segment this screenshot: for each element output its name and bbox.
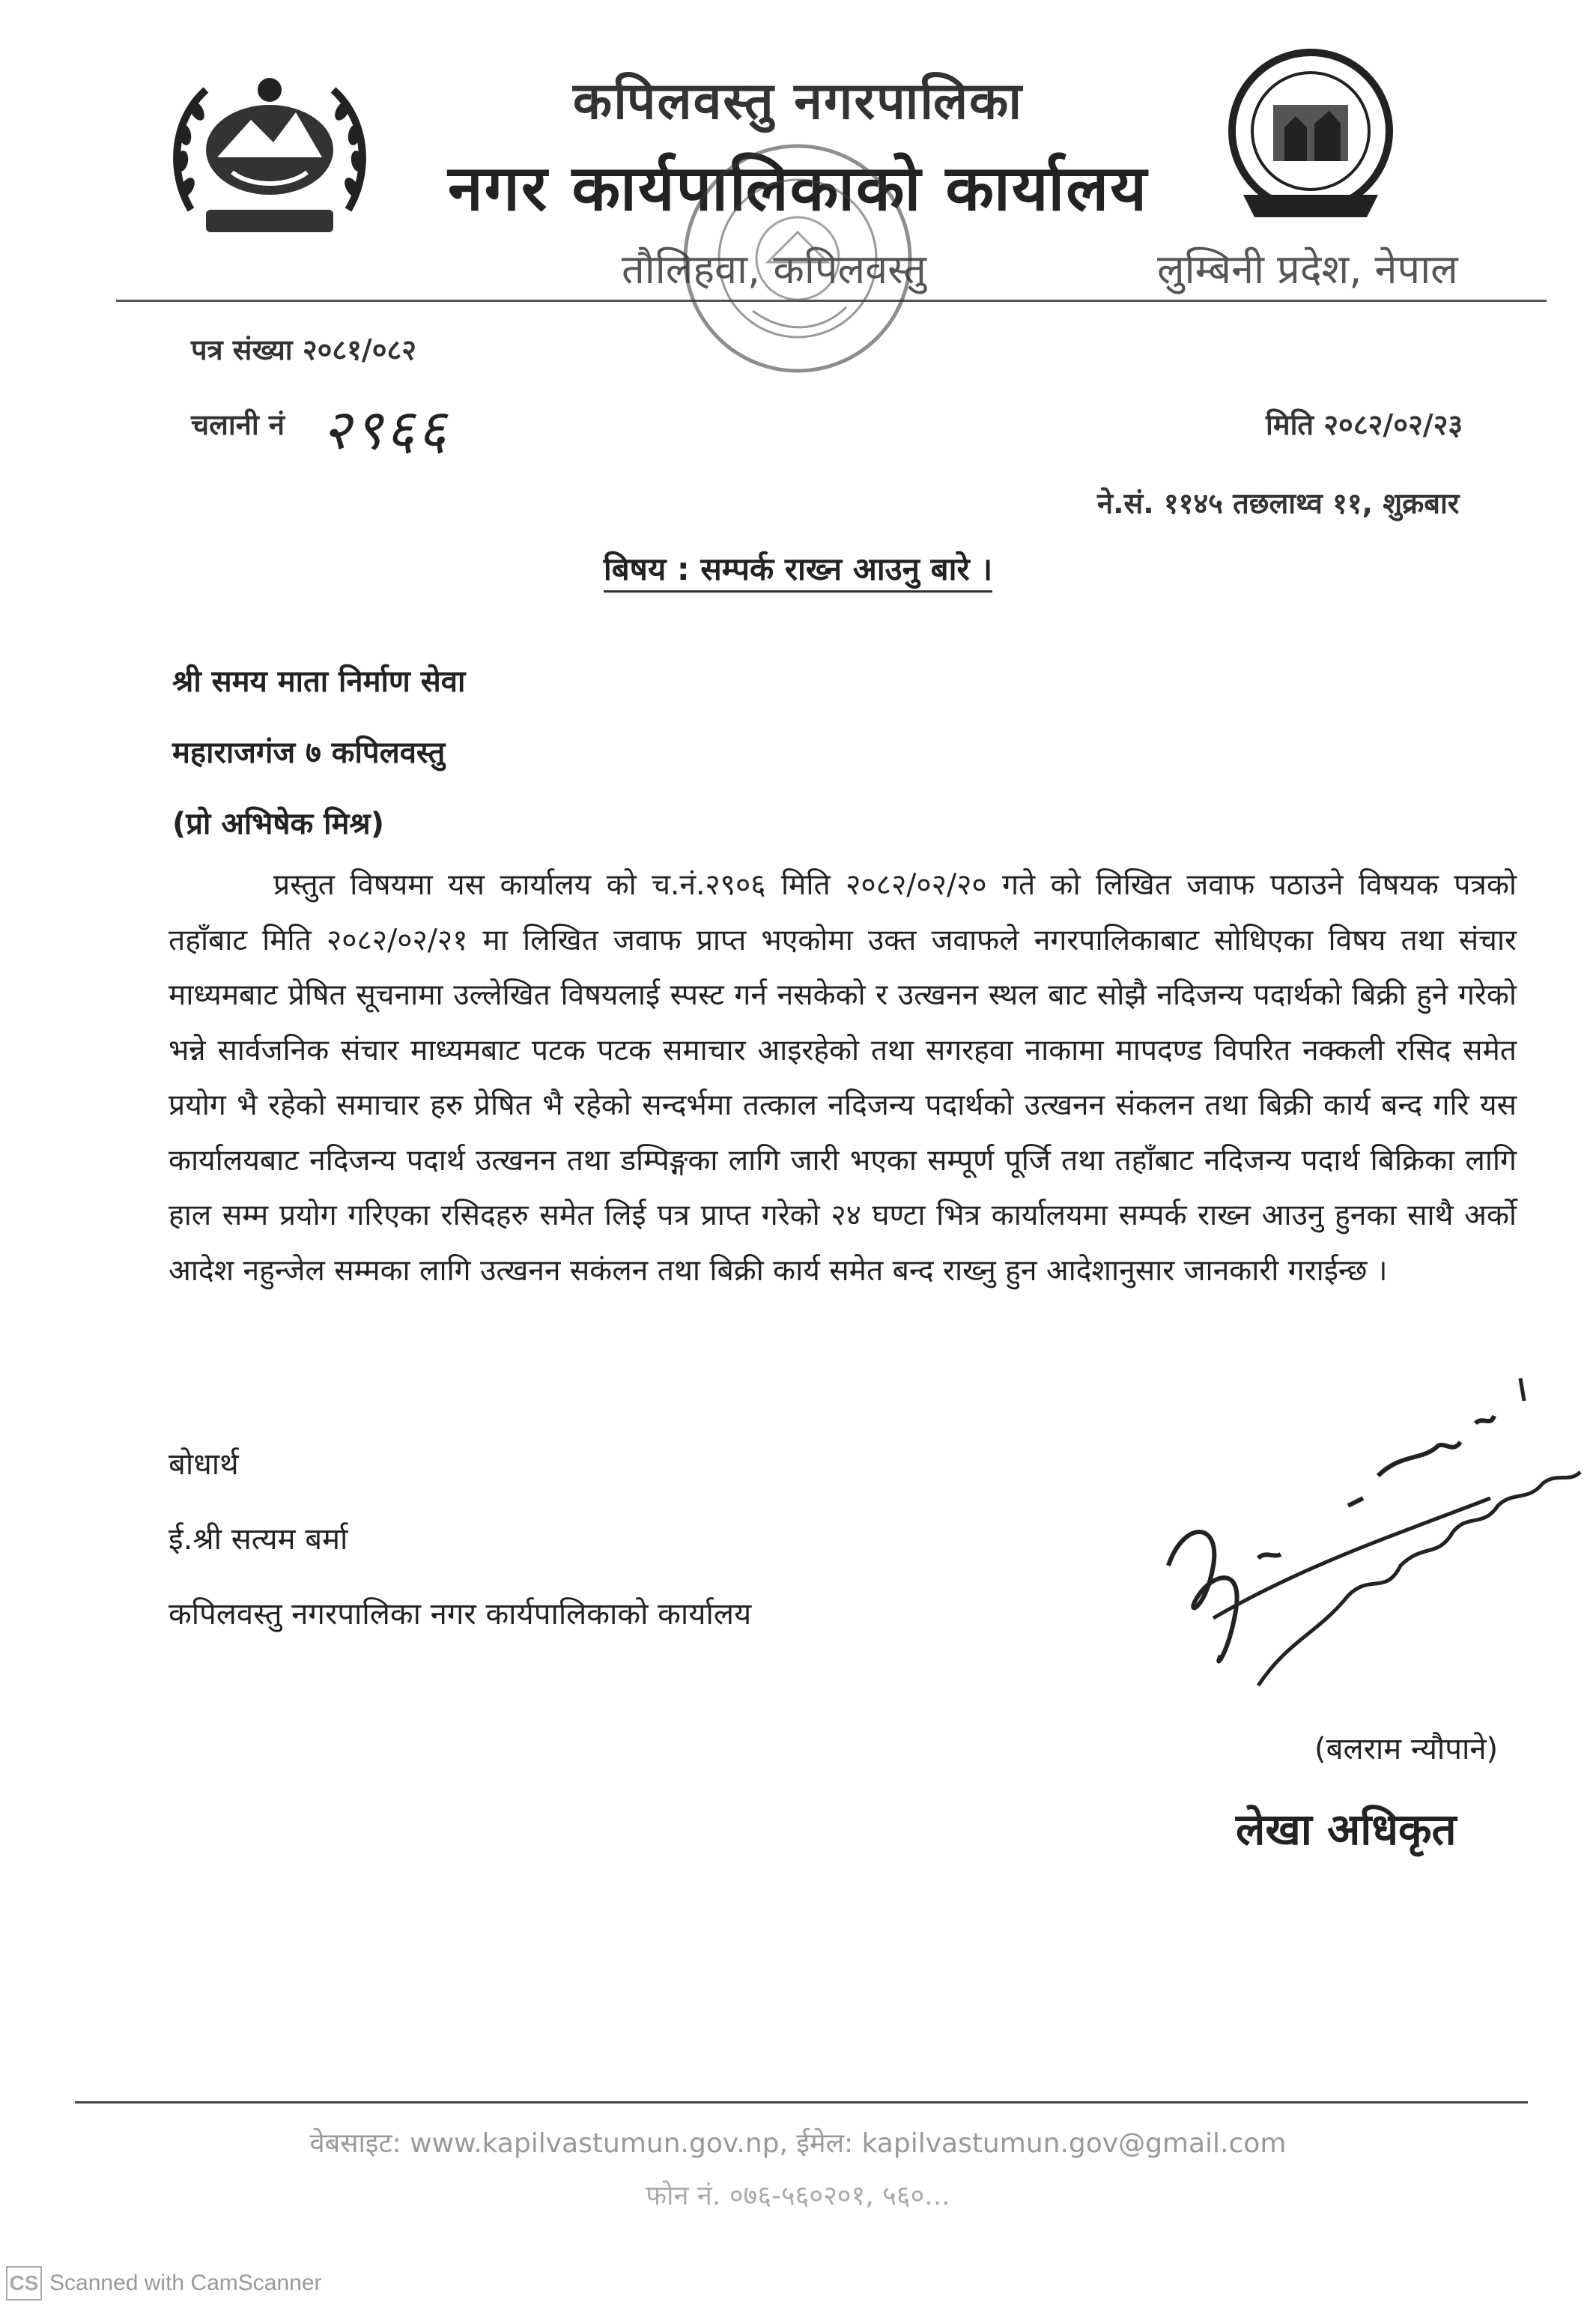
camscanner-label: Scanned with CamScanner [49, 2271, 322, 2295]
nepal-sambat-date: ने.सं. ११४५ तछलाथ्व ११, शुक्रबार [1097, 487, 1460, 520]
dispatch-number: २९६६ [322, 398, 449, 462]
office-name: नगर कार्यपालिकाको कार्यालय [448, 151, 1148, 225]
handwritten-signature-icon [1153, 1371, 1588, 1730]
municipality-name: कपिलवस्तु नगरपालिका [573, 72, 1023, 131]
dispatch-label: चलानी नं [191, 408, 285, 441]
cc-office: कपिलवस्तु नगरपालिका नगर कार्यपालिकाको कार्यालय [169, 1597, 752, 1632]
province-address: लुम्बिनी प्रदेश, नेपाल [1157, 246, 1458, 293]
office-address: तौलिहवा, कपिलवस्तु [622, 246, 926, 293]
cc-recipient: ई.श्री सत्यम बर्मा [169, 1522, 348, 1557]
letter-number: पत्र संख्या २०८१/०८२ [191, 333, 417, 366]
signatory-name: (बलराम न्यौपाने) [1314, 1732, 1499, 1766]
office-seal-icon [670, 131, 925, 401]
camscanner-watermark [6, 2266, 322, 2301]
lumbini-province-logo-icon [1221, 45, 1401, 232]
cc-label: बोधार्थ [169, 1447, 239, 1482]
addressee-proprietor: (प्रो अभिषेक मिश्र) [172, 807, 385, 841]
letter-subject: बिषय : सम्पर्क राख्न आउनु बारे । [0, 547, 1596, 590]
addressee-name: श्री समय माता निर्माण सेवा [172, 664, 466, 699]
footer-contact-phone: फोन नं. ०७६-५६०२०१, ५६०... [646, 2181, 950, 2211]
letter-body [169, 858, 1517, 1298]
letter-date: मिति २०८२/०२/२३ [1266, 408, 1463, 441]
addressee-address: महाराजगंज ७ कपिलवस्तु [172, 736, 446, 770]
body-paragraph: प्रस्तुत विषयमा यस कार्यालय को च.नं.२९०६ मिति २०८२/०२/२० गते को लिखित जवाफ पठाउने विषयक पत्रको तहाँबाट मिति २०८२/०२/२१ मा लिखित जवाफ प्राप्त भएकोमा उक्त जवाफले नगरपालिकाबाट सोधिएका विषय तथा संचार माध्यमबाट प्रेषित सूचनामा उल्लेखित विषयलाई स्पस्ट गर्न नसकेको र उत्खनन स्थल बाट सोझै नदिजन्य पदार्थको बिक्री हुने गरेको भन्ने सार्वजनिक संचार माध्यमबाट पटक पटक समाचार आइरहेको तथा सगरहवा नाकामा मापदण्ड विपरित नक्कली रसिद समेत प्रयोग भै रहेको समाचार हरु प्रेषित भै रहेको सन्दर्भमा तत्काल नदिजन्य पदार्थको उत्खनन संकलन तथा बिक्री कार्य बन्द गरि यस कार्यालयबाट नदिजन्य पदार्थ उत्खनन तथा डम्पिङ्गका लागि जारी भएका सम्पूर्ण पूर्जि तथा तहाँबाट नदिजन्य पदार्थ बिक्रिका लागि हाल सम्म प्रयोग गरिएका रसिदहरु समेत लिई पत्र प्राप्त गरेको २४ घण्टा भित्र कार्यालयमा सम्पर्क राख्न आउनु हुनका साथै अर्को आदेश नहुन्जेल सम्मका लागि उत्खनन सकंलन तथा बिक्री कार्य समेत बन्द राख्नु हुन आदेशानुसार जानकारी गराईन्छ । [169, 868, 1517, 1288]
signatory-designation: लेखा अधिकृत [1236, 1804, 1457, 1855]
footer-divider [75, 2101, 1528, 2103]
camscanner-logo-icon: CS [6, 2266, 42, 2301]
footer-contact-web: वेबसाइट: www.kapilvastumun.gov.np, ईमेल: kapilvastumun.gov@gmail.com [309, 2128, 1287, 2159]
